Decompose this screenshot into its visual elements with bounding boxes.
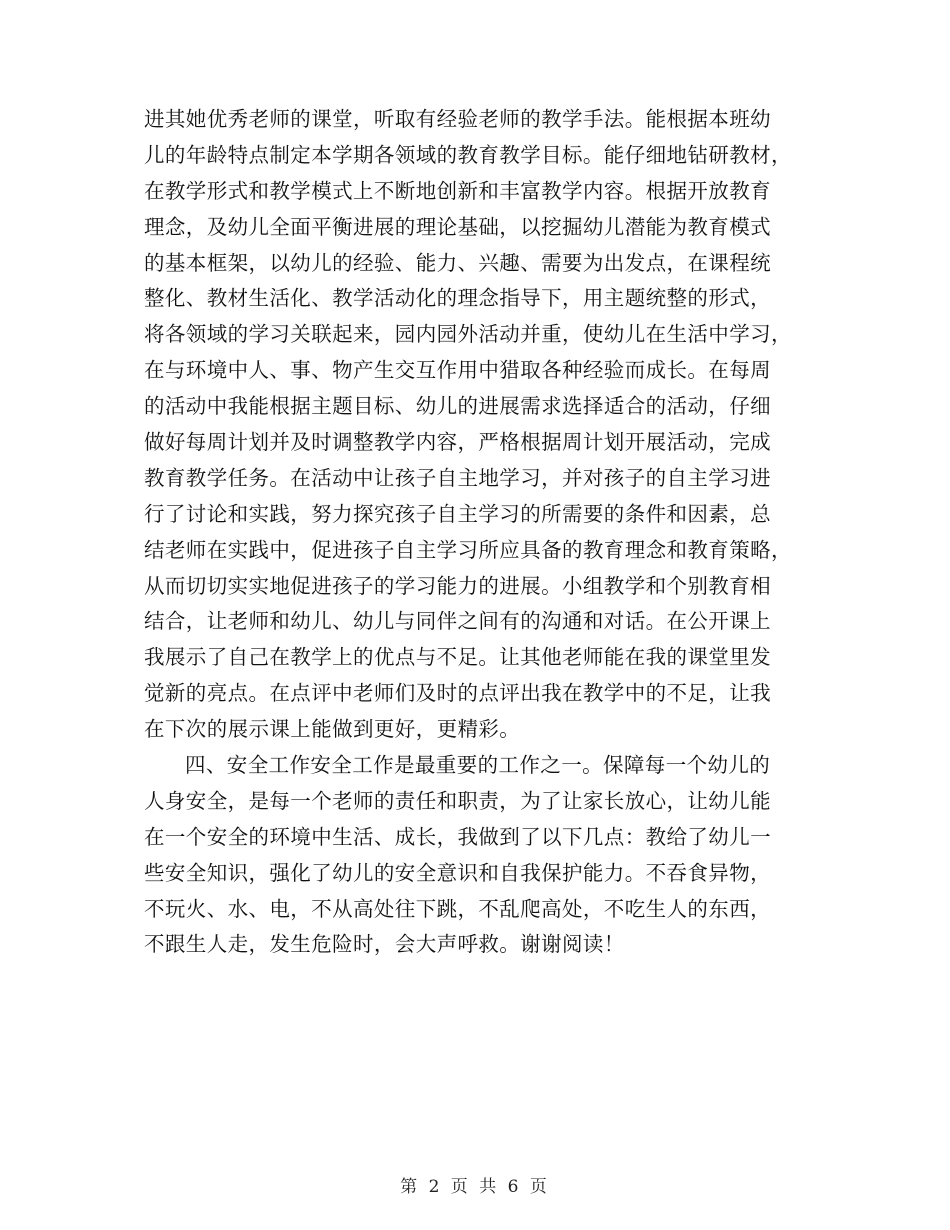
text-line: 行了讨论和实践，努力探究孩子自主学习的所需要的条件和因素，总 (144, 501, 771, 526)
body-text (144, 102, 824, 963)
text-line: 结老师在实践中，促进孩子自主学习所应具备的教育理念和教育策略， (144, 537, 792, 562)
section-heading-line: 四、安全工作安全工作是最重要的工作之一。保障每一个幼儿的 (185, 753, 771, 778)
text-line: 理念，及幼儿全面平衡进展的理论基础，以挖掘幼儿潜能为教育模式 (144, 214, 771, 239)
page-number-footer: 第 2 页 共 6 页 (400, 1177, 550, 1197)
text-line: 教育教学任务。在活动中让孩子自主地学习，并对孩子的自主学习进 (144, 465, 771, 490)
text-line: 的基本框架，以幼儿的经验、能力、兴趣、需要为出发点，在课程统 (144, 250, 771, 275)
text-line: 儿的年龄特点制定本学期各领域的教育教学目标。能仔细地钻研教材， (144, 142, 792, 167)
text-line: 不跟生人走，发生危险时，会大声呼救。谢谢阅读！ (144, 932, 625, 957)
text-line: 人身安全，是每一个老师的责任和职责，为了让家长放心，让幼儿能 (144, 788, 771, 813)
text-line: 不玩火、水、电，不从高处往下跳，不乱爬高处，不吃生人的东西， (144, 896, 771, 921)
text-line: 在下次的展示课上能做到更好，更精彩。 (144, 717, 521, 742)
text-line: 将各领域的学习关联起来，园内园外活动并重，使幼儿在生活中学习， (144, 322, 792, 347)
text-line: 整化、教材生活化、教学活动化的理念指导下，用主题统整的形式， (144, 286, 771, 311)
text-line: 在教学形式和教学模式上不断地创新和丰富教学内容。根据开放教育 (144, 178, 771, 203)
text-line: 进其她优秀老师的课堂，听取有经验老师的教学手法。能根据本班幼 (144, 107, 771, 131)
text-line: 在一个安全的环境中生活、成长，我做到了以下几点：教给了幼儿一 (144, 824, 771, 849)
text-line: 从而切切实实地促进孩子的学习能力的进展。小组教学和个别教育相 (144, 573, 771, 598)
text-line: 觉新的亮点。在点评中老师们及时的点评出我在教学中的不足，让我 (144, 681, 771, 706)
text-line: 些安全知识，强化了幼儿的安全意识和自我保护能力。不吞食异物， (144, 860, 771, 885)
text-line: 的活动中我能根据主题目标、幼儿的进展需求选择适合的活动，仔细 (144, 394, 771, 419)
text-line: 做好每周计划并及时调整教学内容，严格根据周计划开展活动，完成 (144, 430, 771, 455)
text-line: 我展示了自己在教学上的优点与不足。让其他老师能在我的课堂里发 (144, 645, 771, 670)
text-line: 结合，让老师和幼儿、幼儿与同伴之间有的沟通和对话。在公开课上 (144, 609, 771, 634)
text-line: 在与环境中人、事、物产生交互作用中猎取各种经验而成长。在每周 (144, 358, 771, 383)
